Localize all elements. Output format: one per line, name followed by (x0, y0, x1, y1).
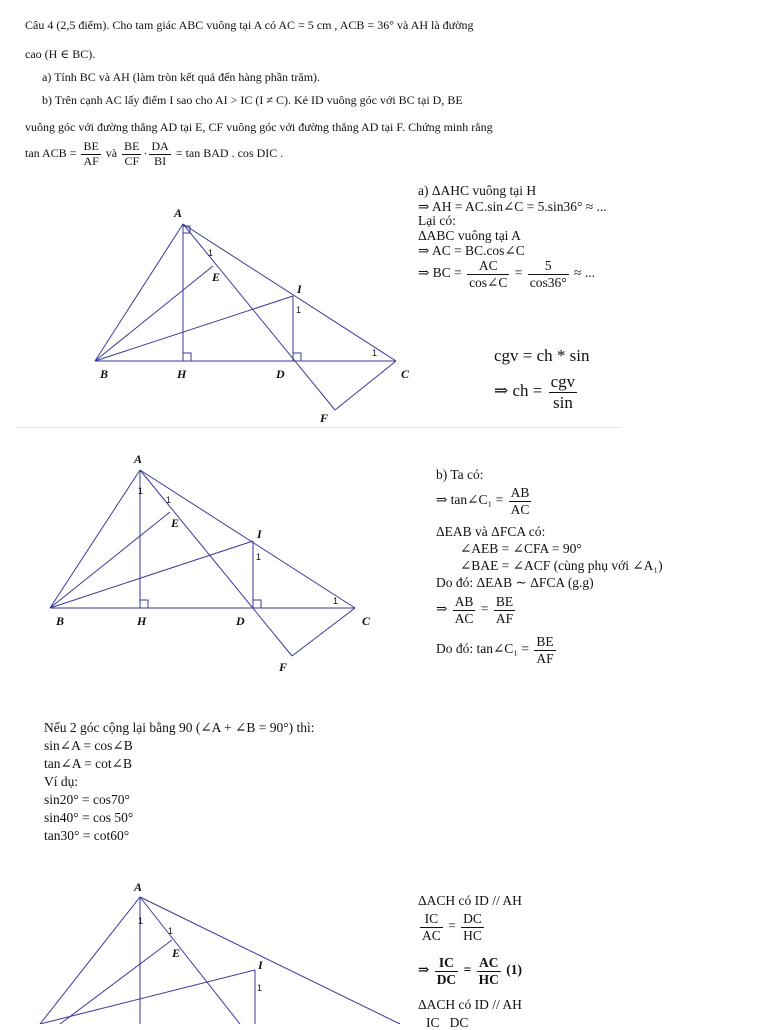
angle-mark: 1 (296, 305, 302, 315)
divider (16, 427, 620, 428)
fraction: $\frac{BE}{CF}$ (124, 139, 140, 168)
sol-a-line-4: ΔABC vuông tại A (418, 228, 521, 243)
figure-2 (50, 470, 355, 656)
sol-b-line-8: Do đó: tan∠C₁ = $\frac{BE}{AF}$ (436, 634, 554, 666)
problem-line-2: cao (H ∈ BC). (25, 47, 96, 61)
label-D: D (236, 614, 245, 628)
label-I: I (297, 282, 302, 296)
label-C: C (401, 367, 410, 381)
sol-a-line-3: Lại có: (418, 213, 456, 228)
figure-3 (40, 897, 400, 1024)
sol-a-line-5: ⇒ AC = BC.cos∠C (418, 243, 525, 258)
sol-b-line-5: ∠BAE = ∠ACF (cùng phụ với ∠A₁) (460, 558, 663, 573)
sol-b-line-6: Do đó: ΔEAB ∼ ΔFCA (g.g) (436, 575, 594, 590)
angle-mark: 1 (138, 916, 144, 926)
note-line-6: sin40° = cos 50° (44, 810, 134, 825)
fraction: $\frac{DA}{BI}$ (151, 139, 169, 168)
note-line-1: Nếu 2 góc cộng lại bằng 90 (∠A + ∠B = 90°) thì: (44, 720, 315, 735)
angle-mark: 1 (333, 596, 339, 606)
sol-b-line-7: ⇒ $\frac{AB}{AC}$ = $\frac{BE}{AF}$ (436, 594, 514, 626)
sol-c-line-1: ΔACH có ID // AH (418, 893, 522, 908)
sol-b-line-3: ΔEAB và ΔFCA có: (436, 524, 546, 539)
sol-c-line-4: ΔACH có ID // AH (418, 997, 522, 1012)
sol-c-line-3: ⇒ $\frac{IC}{DC}$ = $\frac{AC}{HC}$ (1) (418, 955, 523, 987)
problem-part-a: a) Tính BC và AH (làm tròn kết quả đến hàng phần trăm). (42, 70, 321, 84)
note-line-5: sin20° = cos70° (44, 792, 130, 807)
note-line-3: tan∠A = cot∠B (44, 756, 132, 771)
label-H: H (177, 367, 187, 381)
note-formula-1: cgv = ch * sin (494, 346, 590, 365)
sol-b-line-4: ∠AEB = ∠CFA = 90° (460, 541, 582, 556)
label-B: B (56, 614, 65, 628)
label-F: F (279, 660, 288, 674)
sol-b-line-1: b) Ta có: (436, 467, 484, 482)
problem-line-6: tan ACB = $\frac{BE}{AF}$ và $\frac{BE}{CF}$ · $\frac{DA}{BI}$ = tan BAD . cos DIC . (25, 139, 284, 168)
label-E: E (172, 946, 181, 960)
angle-mark: 1 (208, 248, 214, 258)
label-A: A (174, 206, 183, 220)
sol-a-line-2: ⇒ AH = AC.sin∠C = 5.sin36° ≈ ... (418, 199, 607, 214)
label-D: D (276, 367, 285, 381)
angle-mark: 1 (138, 486, 144, 496)
sol-b-line-2: ⇒ tan∠C₁ = $\frac{AB}{AC}$ (436, 485, 530, 517)
note-line-4: Ví dụ: (44, 774, 79, 789)
angle-mark: 1 (372, 348, 378, 358)
label-F: F (320, 411, 329, 425)
label-A: A (134, 880, 143, 894)
problem-line-1: Câu 4 (2,5 điểm). Cho tam giác ABC vuông tại A có AC = 5 cm , ACB = 36° và AH là đường (25, 18, 474, 32)
angle-mark: 1 (257, 983, 263, 993)
label-E: E (212, 270, 221, 284)
angle-mark: 1 (166, 495, 172, 505)
fraction: $\frac{BE}{AF}$ (83, 139, 99, 168)
label-B: B (100, 367, 109, 381)
problem-line-5: vuông góc với đường thẳng AD tại E, CF vuông góc với đường thẳng AD tại F. Chứng minh rằng (25, 120, 493, 134)
label-I: I (257, 527, 262, 541)
note-line-2: sin∠A = cos∠B (44, 738, 133, 753)
sol-a-line-6: ⇒ BC = $\frac{AC}{\cos\angle C}$ = $\frac{5}{\cos 36^\circ}$ ≈ ... (418, 258, 595, 290)
note-line-7: tan30° = cot60° (44, 828, 130, 843)
angle-mark: 1 (168, 926, 174, 936)
sol-c-line-2: $\frac{IC}{AC}$ = $\frac{DC}{HC}$ (422, 911, 482, 943)
figure-1 (95, 224, 396, 410)
label-A: A (134, 452, 143, 466)
angle-mark: 1 (256, 552, 262, 562)
note-formula-2: ⇒ ch = $\frac{\text{cgv}}{\sin}$ (494, 372, 576, 412)
label-C: C (362, 614, 371, 628)
label-I: I (258, 958, 263, 972)
label-H: H (137, 614, 147, 628)
problem-part-b: b) Trên cạnh AC lấy điểm I sao cho AI > IC (I ≠ C). Kẻ ID vuông góc với BC tại D, BE (42, 93, 463, 107)
sol-a-line-1: a) ΔAHC vuông tại H (418, 183, 537, 198)
sol-c-line-5: IC DC (426, 1015, 469, 1030)
label-E: E (171, 516, 180, 530)
